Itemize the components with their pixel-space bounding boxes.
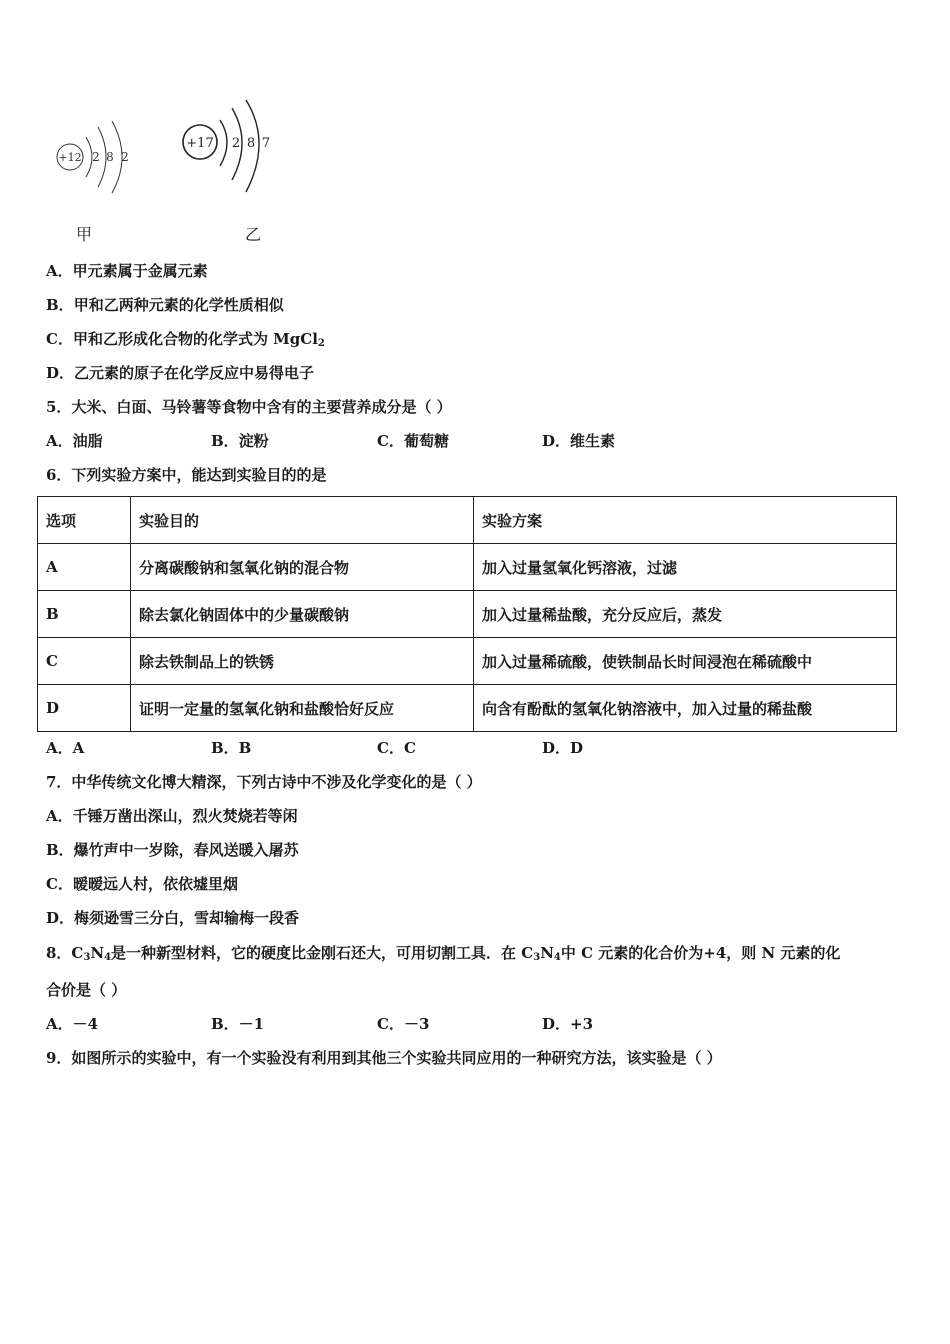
q8-stem: 8．$C_3N_4$是一种新型材料，它的硬度比金刚石还大，可用切割工具．在 $C_3N_4$中 C 元素的化合价为+4，则 N 元素的化 — [46, 944, 841, 963]
shell-electrons-1: 2 — [231, 136, 241, 151]
q4-option-b: B．甲和乙两种元素的化学性质相似 — [46, 296, 284, 314]
q5-stem: 5．大米、白面、马铃薯等食物中含有的主要营养成分是（ ） — [46, 398, 452, 416]
table-row: D 证明一定量的氢氧化钠和盐酸恰好反应 向含有酚酞的氢氧化钠溶液中，加入过量的稀盐酸 — [38, 685, 897, 732]
table-row: A 分离碳酸钠和氢氧化钠的混合物 加入过量氢氧化钙溶液，过滤 — [38, 544, 897, 591]
shell-arc-1 — [86, 137, 92, 177]
nucleus-charge: +17 — [186, 136, 214, 151]
q8-option-b: B．－1 — [211, 1015, 265, 1033]
shell-electrons-1: 2 — [92, 150, 100, 164]
atom-diagram-jia — [50, 115, 140, 195]
q7-option-b: B．爆竹声中一岁除，春风送暖入屠苏 — [46, 841, 299, 859]
table-row: B 除去氯化钠固体中的少量碳酸钠 加入过量稀盐酸，充分反应后，蒸发 — [38, 591, 897, 638]
q4-option-c: C．甲和乙形成化合物的化学式为 MgCl$_2$ — [46, 330, 325, 349]
shell-electrons-2: 8 — [106, 150, 114, 164]
experiment-table — [37, 496, 897, 732]
q5-option-d: D．维生素 — [542, 432, 616, 450]
q5-option-a: A．油脂 — [46, 432, 103, 450]
q6-option-b: B．B — [211, 739, 252, 757]
q8-option-d: D．+3 — [542, 1015, 594, 1033]
table-header-row — [38, 497, 897, 544]
header-plan: 实验方案 — [474, 497, 897, 544]
q7-option-d: D．梅须逊雪三分白，雪却输梅一段香 — [46, 909, 300, 927]
nucleus-charge: +12 — [58, 151, 82, 164]
q8-option-a: A．－4 — [46, 1015, 99, 1033]
q8-stem-line2: 合价是（ ） — [46, 981, 127, 999]
q7-option-a: A．千锤万凿出深山，烈火焚烧若等闲 — [46, 807, 298, 825]
diagram-label-yi: 乙 — [245, 225, 262, 244]
q9-stem: 9．如图所示的实验中，有一个实验没有利用到其他三个实验共同应用的一种研究方法，该实验是（ ） — [46, 1049, 722, 1067]
diagram-label-jia: 甲 — [76, 225, 93, 244]
shell-electrons-3: 2 — [121, 150, 129, 164]
q6-option-a: A．A — [46, 739, 85, 757]
q6-stem: 6．下列实验方案中，能达到实验目的的是 — [46, 466, 327, 484]
header-option: 选项 — [38, 497, 131, 544]
q7-stem: 7．中华传统文化博大精深，下列古诗中不涉及化学变化的是（ ） — [46, 773, 482, 791]
q4-option-a: A．甲元素属于金属元素 — [46, 262, 208, 280]
q6-option-c: C．C — [377, 739, 416, 757]
q6-option-d: D．D — [542, 739, 584, 757]
table-row: C 除去铁制品上的铁锈 加入过量稀硫酸，使铁制品长时间浸泡在稀硫酸中 — [38, 638, 897, 685]
header-purpose: 实验目的 — [131, 497, 474, 544]
shell-electrons-3: 7 — [261, 136, 271, 151]
atom-diagram-yi — [176, 96, 286, 198]
shell-electrons-2: 8 — [246, 136, 256, 151]
q8-option-c: C．－3 — [377, 1015, 430, 1033]
shell-arc-1 — [220, 120, 227, 166]
q5-option-c: C．葡萄糖 — [377, 432, 449, 450]
q4-option-d: D．乙元素的原子在化学反应中易得电子 — [46, 364, 315, 382]
q5-option-b: B．淀粉 — [211, 432, 269, 450]
q7-option-c: C．暧暧远人村，依依墟里烟 — [46, 875, 238, 893]
